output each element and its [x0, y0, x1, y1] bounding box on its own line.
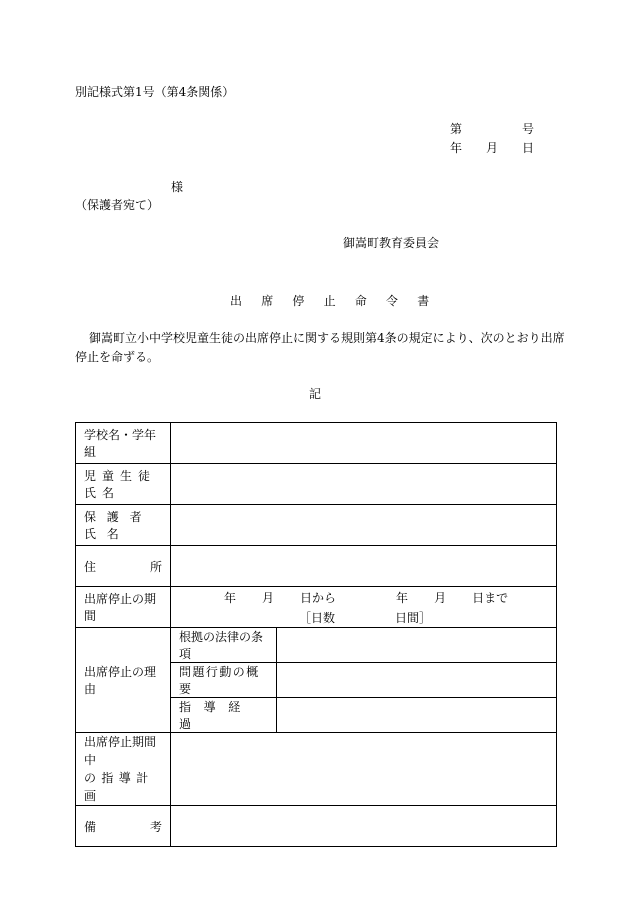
- date-day: 日: [522, 141, 535, 155]
- addressee-honorific: 様: [171, 180, 184, 194]
- reason-behavior-field[interactable]: [277, 663, 557, 698]
- student-name-field[interactable]: [171, 464, 557, 505]
- school-grade-field[interactable]: [171, 423, 557, 464]
- issuer: 御嵩町教育委員会: [343, 236, 440, 250]
- body-line-1: 御嵩町立小中学校児童生徒の出席停止に関する規則第4条の規定により、次のとおり出席: [89, 331, 565, 345]
- address-label: 住 所: [76, 546, 171, 587]
- attendance-suspension-form: [75, 422, 557, 847]
- address-field[interactable]: [171, 546, 557, 587]
- reason-legal-field[interactable]: [277, 628, 557, 663]
- period-field[interactable]: 年 月 日から 年 月 日まで ［日数 日間］: [171, 587, 557, 628]
- reason-guidance-field[interactable]: [277, 698, 557, 733]
- period-label: 出席停止の期間: [76, 587, 171, 628]
- student-name-label: 児童生徒氏名: [76, 464, 171, 505]
- form-id: 別記様式第1号（第4条関係）: [75, 85, 235, 99]
- reason-guidance-label: 指導経過: [171, 698, 277, 733]
- guidance-plan-label: 出席停止期間中 の指導計画: [76, 733, 171, 806]
- school-grade-label: 学校名・学年組: [76, 423, 171, 464]
- guardian-name-field[interactable]: [171, 505, 557, 546]
- date-month: 月: [486, 141, 499, 155]
- reason-label: 出席停止の理由: [76, 628, 171, 733]
- remarks-field[interactable]: [171, 806, 557, 847]
- number-suffix: 号: [522, 122, 535, 136]
- date-year: 年: [450, 141, 463, 155]
- document-title: 出席停止命令書: [230, 294, 449, 308]
- reason-legal-label: 根拠の法律の条項: [171, 628, 277, 663]
- guardian-name-label: 保護者氏名: [76, 505, 171, 546]
- addressee-note: （保護者宛て）: [75, 198, 160, 212]
- reason-behavior-label: 問題行動の概要: [171, 663, 277, 698]
- guidance-plan-field[interactable]: [171, 733, 557, 806]
- number-prefix: 第: [450, 122, 463, 136]
- remarks-label: 備 考: [76, 806, 171, 847]
- ki-mark: 記: [309, 387, 322, 401]
- body-line-2: 停止を命ずる。: [75, 350, 160, 364]
